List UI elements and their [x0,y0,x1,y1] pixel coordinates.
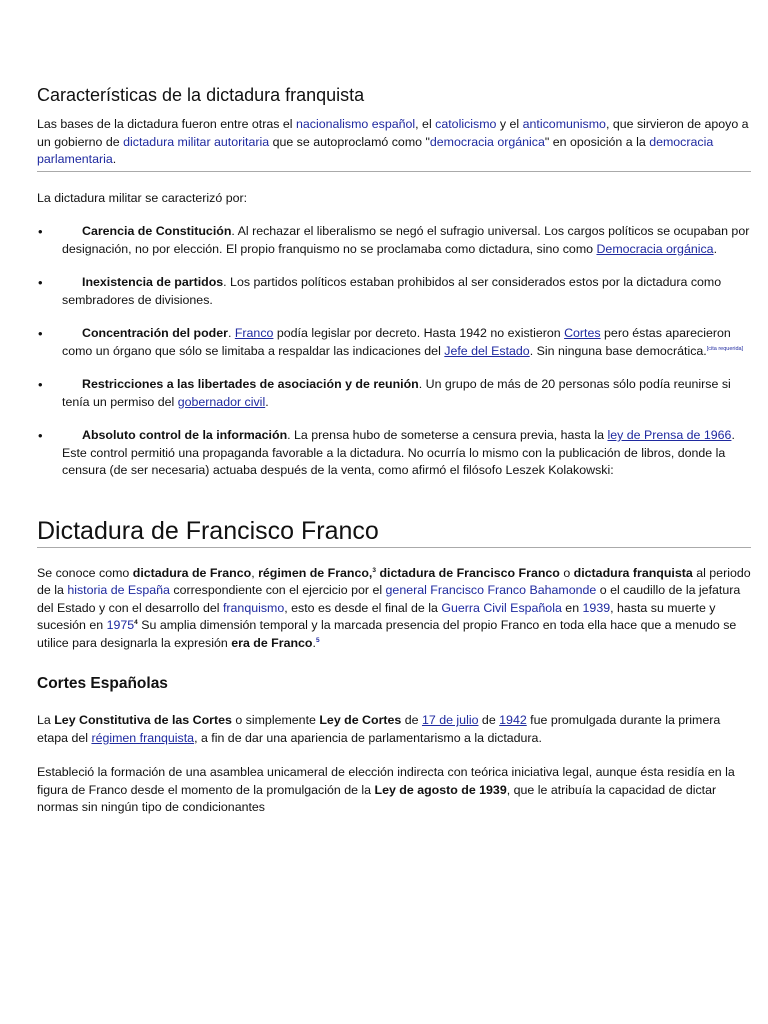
footnote-4[interactable]: 4 [134,618,138,626]
bold-text: dictadura de Francisco Franco [379,565,560,580]
text: o el caudillo de la jefatura del Estado y con el desarrollo del [37,583,741,615]
bullet-icon: • [38,275,43,290]
item-heading: Inexistencia de partidos [82,275,224,289]
list-item [37,427,751,480]
footnote-3[interactable]: 3 [372,566,377,574]
text: al periodo de la [37,565,751,597]
list-item [37,376,751,411]
link-democracia-organica[interactable]: democracia orgánica [429,134,545,149]
characteristics-list [37,223,751,480]
list-item [37,223,751,258]
section-heading-cortes: Cortes Españolas [37,675,168,692]
link-dictadura-militar[interactable]: dictadura militar autoritaria [123,134,270,149]
item-heading: Absoluto control de la información [82,428,288,442]
intro-paragraph [37,116,751,172]
text: o [559,565,574,580]
text: . Al rechazar el liberalismo se negó el sufragio universal. Los cargos políticos se ocupaban por designación, no por elección. El propio franquismo no se proclamaba como dictadura, sino como [62,224,750,256]
link-1975[interactable]: 1975 [106,618,135,632]
bold-text: régimen de Franco, [258,565,373,580]
bold-text: era de Franco [231,635,313,650]
link-democracia-parlamentaria[interactable]: democracia parlamentaria [37,134,714,166]
cita-requerida-link[interactable]: [cita requerida] [706,345,744,352]
link-guerra-civil[interactable]: Guerra Civil Española [441,600,562,615]
text: Estableció la formación de una asamblea unicameral de elección indirecta con teórica iniciativa legal, aunque ésta residía en la figura de Franco desde el momento de la promulgación de la [37,765,735,797]
link-regimen-franquista[interactable]: régimen franquista [91,730,195,745]
link-anticomunismo[interactable]: anticomunismo [522,117,606,131]
text: fue promulgada durante la primera etapa del [37,713,721,745]
text: . [713,241,718,256]
text: , esto es desde el final de la [284,600,442,615]
text: . Los partidos políticos estaban prohibidos al ser considerados estos por la dictadura como sembradores de divisiones. [62,275,722,307]
footnote-5[interactable]: 5 [315,636,320,644]
text: Su amplia dimensión temporal y la marcada presencia del propio Franco en toda ella hace que a menudo se utilice para designarla la expresión [37,618,737,650]
bold-text: dictadura de Franco [132,565,252,580]
link-17-de-julio[interactable]: 17 de julio [421,713,479,727]
dictadura-paragraph [37,565,751,653]
item-heading: Carencia de Constitución [82,224,232,238]
text: que se autoproclamó como " [269,134,430,149]
section-heading-caracteristicas: Características de la dictadura franquista [37,85,365,105]
link-cortes[interactable]: Cortes [564,326,601,340]
link-democracia-organica-2[interactable]: Democracia orgánica [596,241,714,256]
lead-text: La dictadura militar se caracterizó por: [37,190,248,205]
text: . [112,152,117,166]
text: , que sirvieron de apoyo a un gobierno de [37,117,749,149]
text: . [312,635,316,650]
bullet-icon: • [38,428,43,443]
text: de [478,713,500,727]
cortes-paragraph-1 [37,712,751,747]
item-heading: Concentración del poder [82,326,228,340]
text: . [227,326,235,340]
text: correspondiente con el ejercicio por el [169,583,386,597]
text: de [401,713,422,727]
text: . Un grupo de más de 20 personas sólo podía reunirse si tenía un permiso del [62,377,731,409]
bullet-icon: • [38,377,43,392]
text: La [37,713,55,727]
text: pero éstas aparecieron como un órgano que sólo se limitaba a respaldar las indicaciones del [62,326,731,358]
text: o simplemente [231,713,320,727]
text: podía legislar por decreto. Hasta 1942 no existieron [273,326,565,340]
text: Se conoce como [37,565,133,580]
text: . Este control permitió una propaganda favorable a la dictadura. No ocurría lo mismo con la publicación de libros, donde la censura (de ser necesaria) actuaba después de la venta, como afirmó el filósofo Leszek Kolakowski: [62,428,735,477]
link-jefe-del-estado[interactable]: Jefe del Estado [444,343,530,358]
text: Las bases de la dictadura fueron entre otras el [37,117,296,131]
text: en [561,600,583,615]
cortes-paragraph-2 [37,764,751,817]
text: y el [496,117,523,131]
link-historia-de-espana[interactable]: historia de España [67,583,170,597]
bold-text: Ley de agosto de 1939 [374,782,507,797]
bold-text: Ley Constitutiva de las Cortes [54,713,232,727]
link-1942[interactable]: 1942 [499,713,527,727]
bold-text: dictadura franquista [573,565,693,580]
link-nacionalismo[interactable]: nacionalismo español [296,117,416,131]
link-1939[interactable]: 1939 [582,600,611,615]
text: . Sin ninguna base democrática. [529,343,707,358]
bullet-icon: • [38,326,43,341]
text: , hasta su muerte y sucesión en [37,600,716,632]
text: . La prensa hubo de someterse a censura previa, hasta la [287,428,608,442]
bold-text: Ley de Cortes [319,713,402,727]
link-gobernador-civil[interactable]: gobernador civil [177,394,266,409]
text: . [265,394,269,409]
link-franco[interactable]: Franco [234,326,274,340]
text: , el [415,117,436,131]
text: , a fin de dar una apariencia de parlamentarismo a la dictadura. [194,730,542,745]
section-heading-dictadura: Dictadura de Francisco Franco [37,516,751,548]
item-heading: Restricciones a las libertades de asociación y de reunión [82,377,419,391]
list-item [37,274,751,309]
text: , que le atribuía la capacidad de dictar normas sin ningún tipo de condicionantes [37,782,717,814]
link-catolicismo[interactable]: catolicismo [435,117,497,131]
link-franquismo[interactable]: franquismo [222,600,285,615]
link-general-franco[interactable]: general Francisco Franco Bahamonde [385,583,597,597]
link-ley-de-prensa[interactable]: ley de Prensa de 1966 [607,428,732,442]
bullet-icon: • [38,224,43,239]
text: , [251,565,259,580]
list-item [37,325,751,360]
article [37,84,751,817]
text: " en oposición a la [544,134,650,149]
